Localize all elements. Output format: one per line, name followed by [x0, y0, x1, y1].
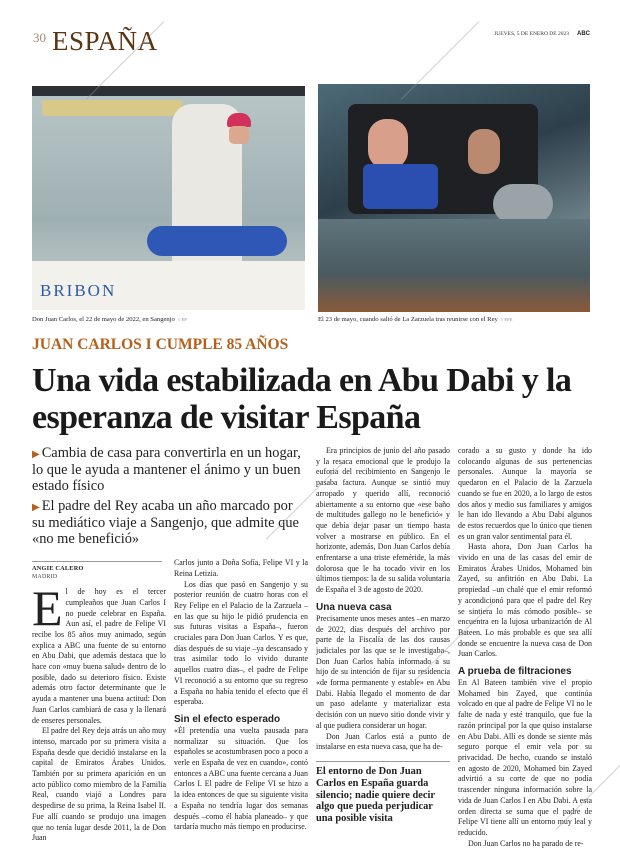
summary-bullets [32, 446, 308, 553]
article [32, 336, 592, 849]
caption-text: Don Juan Carlos, el 22 de mayo de 2022, en Sangenjo [32, 316, 175, 323]
caption-text: El 23 de mayo, cuando salió de La Zarzuela tras reunirse con el Rey [318, 316, 498, 323]
article-column-3 [316, 446, 450, 825]
triangle-bullet-icon: ▶ [32, 502, 40, 514]
subheading: Sin el efecto esperado [174, 713, 281, 725]
drop-cap: E [32, 580, 63, 637]
photo-car [318, 84, 590, 312]
photo-credit: // EP [177, 317, 187, 322]
paragraph: Don Juan Carlos está a punto de instalarse en esta nueva casa, que ha de- [316, 731, 450, 752]
article-column-1 [32, 580, 167, 844]
subheading: A prueba de filtraciones [458, 666, 572, 678]
summary-bullet [32, 446, 308, 494]
photo-caption-2 [318, 316, 593, 324]
paragraph: Hasta ahora, Don Juan Carlos ha vivido en una de las casas del emir de Emiratos Árabes Unidos, Mohamed bin Zayed, su anfitrión en Abu Dabi. La propiedad –un chalé que el emir reformó y acondicionó para que el padre del Rey se sintiera lo más cómodo posible– se encuentra en la lujosa urbanización de Al Bateen. Lo más probable es que sea allí donde se encuentre la nueva casa de Don Juan Carlos. [458, 542, 592, 659]
summary-bullet [32, 499, 308, 547]
divider [32, 561, 162, 562]
photo-caption-1 [32, 316, 307, 324]
article-body [32, 446, 592, 849]
paragraph: En Al Bateen también vive el propio Mohamed bin Zayed, que continúa volcado en que al padre de Felipe VI no le falte de nada y esté tranquilo, que fue la razón principal por la que quiso instalarse en Abu Dabi. Allí es donde se siente más seguro porque el emir vela por su privacidad. De hecho, cuando se instaló en agosto de 2020, Mohamed bin Zayed advirtió a su corte de que no podía trascender ninguna información sobre la vida de Juan Carlos I en Abu Dabi. A esta orden directa se suma que el padre de Felipe VI tiene allí un entorno muy leal y reducido. [458, 678, 592, 837]
bullet-text: El padre del Rey acaba un año marcado por su mediático viaje a Sangenjo, que admite que «no me benefició» [32, 498, 299, 547]
paragraph: Era principios de junio del año pasado y la resaca emocional que le produjo la euforia del recibimiento en Sangenjo le pasaba factura. Aunque se sintió muy arropado y querido allí, reconoció abiertamente a su entorno que «ese baño de multitudes gallego no le benefició» y que debía dejar pasar un tiempo hasta volver a mostrarse en público. En el horizonte, además, Don Juan Carlos debía enfrentarse a una triste efeméride, la más dolorosa que le ha tocado vivir en los últimos tiempos: la de su salida voluntaria de España el 3 de agosto de 2020. [316, 446, 450, 595]
header-right [494, 31, 590, 37]
paragraph: Carlos junto a Doña Sofía, Felipe VI y la Reina Letizia. [174, 558, 308, 578]
pull-quote: El entorno de Don Juan Carlos en España guarda silencio; nadie quiere decir algo que pueda perjudicar una posible visita [316, 761, 450, 825]
brand-name: ABC [577, 31, 590, 37]
paragraph: El padre del Rey deja atrás un año muy intenso, marcado por su primera visita a España desde que decidió instalarse en la capital de Emiratos Árabes Unidos. También por su primera aparición en un acto público como miembro de la Familia Real, cuando viajó a Londres para despedirse de su prima, la Reina Isabel II. Fue allí cuando se produjo una imagen que no tenía lugar desde 2011, la de Don Juan [32, 726, 167, 843]
paragraph: Los días que pasó en Sangenjo y su posterior reunión de cuatro horas con el Rey Felipe en el Palacio de la Zarzuela –en las que su hijo le pidió prudencia en sus futuras visitas a España–, fueron cruciales para Don Juan Carlos. Y es que, días después de su viaje –ya descansado y tras asimilar todo lo vivido durante aquellos cuatro días–, el padre de Felipe VI reconoció a su entorno que su regreso a España no había tenido el efecto que él esperaba. [174, 579, 308, 707]
article-column-4 [458, 446, 592, 849]
byline-city: MADRID [32, 574, 58, 581]
byline-author: ANGIE CALERO [32, 565, 84, 573]
triangle-bullet-icon: ▶ [32, 449, 40, 460]
kicker: JUAN CARLOS I CUMPLE 85 AÑOS [32, 336, 289, 353]
headline: Una vida estabilizada en Abu Dabi y la esperanza de visitar España [32, 362, 572, 436]
page-number: 30 [33, 30, 46, 45]
boat-logo: BRIBON [40, 281, 117, 300]
paragraph: l de hoy es el tercer cumpleaños que Juan Carlos I no puede celebrar en España. Aun así, el padre de Felipe VI recibe los 85 años muy animado, según explica a ABC una fuente de su entorno en Abu Dabi, que además destaca que lo hace con «muy buena salud» dentro de lo posible, dado su deterioro físico. Existe además otro factor determinante que le ayuda a mantener una buena actitud: Don Juan Carlos cambiará de casa y la llenará de enseres personales. [32, 587, 166, 725]
paragraph: «Él pretendía una vuelta pausada para normalizar su situación. Que los españoles se acostumbrasen poco a poco a verle en España de vez en cuando», contó entonces a ABC una fuente cercana a Juan Carlos I. El padre de Felipe VI se hizo a la idea entonces de que su siguiente visita a España no tendría lugar dos semanas después –como él había planeado– y que tardaría mucho más tiempo en producirse. [174, 725, 308, 832]
photo-sailboat [32, 86, 305, 310]
photo-credit: // EFE [500, 317, 513, 322]
paragraph: corado a su gusto y donde ha ido colocando algunas de sus pertenencias personales. Aunque la mayoría se quedaron en el Palacio de la Zarzuela cuando se fue en 2020, a lo largo de estos dos años y medio sus familiares y amigos le han ido llevando a Abu Dabi algunos de estos recuerdos que lo único que tienen es un gran valor sentimental para él. [458, 446, 592, 541]
byline-and-column-1 [32, 558, 166, 844]
section-title: ESPAÑA [52, 26, 158, 56]
dateline: JUEVES, 5 DE ENERO DE 2023 [494, 31, 569, 37]
bullet-text: Cambia de casa para convertirla en un hogar, lo que le ayuda a mantener el ánimo y un buen estado físico [32, 445, 301, 494]
article-column-2 [174, 558, 308, 833]
paragraph: Precisamente unos meses antes –en marzo de 2022, días después del archivo por parte de la Fiscalía de las dos causas judiciales por las que se le investigaba–, Don Juan Carlos había informado a su hijo de su intención de fijar su residencia «de forma permanente y estable» en Abu Dabi. Había llegado el momento de dar un paso adelante y materializar esta decisión con un nuevo sitio donde vivir y al que pudiera considerar un hogar. [316, 613, 450, 730]
subheading: Una nueva casa [316, 601, 392, 613]
paragraph: Don Juan Carlos no ha parado de re- [468, 838, 584, 848]
